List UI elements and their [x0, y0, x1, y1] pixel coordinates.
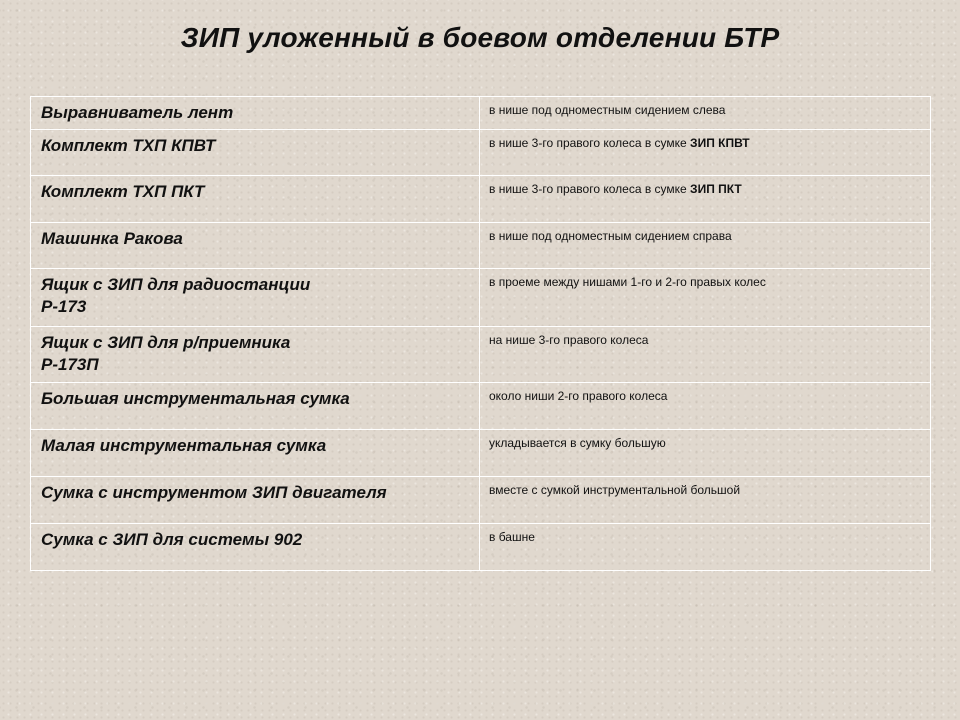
- item-location: в проеме между нишами 1-го и 2-го правых колес: [489, 275, 766, 289]
- table-row: [31, 130, 931, 176]
- item-name-cell: [31, 430, 480, 477]
- item-location-cell: [480, 223, 931, 269]
- item-name: Малая инструментальная сумка: [41, 436, 327, 455]
- item-name: Сумка с ЗИП для системы 902: [41, 530, 303, 549]
- item-name: Машинка Ракова: [41, 229, 183, 248]
- item-name: Ящик с ЗИП для радиостанции Р-173: [41, 275, 311, 316]
- item-name-cell: [31, 383, 480, 430]
- item-location: вместе с сумкой инструментальной большой: [489, 483, 741, 497]
- table-row: [31, 269, 931, 327]
- item-location: в нише 3-го правого колеса в сумке ЗИП ПКТ: [489, 182, 742, 196]
- table-row: [31, 223, 931, 269]
- table-row: [31, 176, 931, 223]
- table-row: [31, 383, 931, 430]
- item-name-cell: [31, 223, 480, 269]
- item-location-cell: [480, 383, 931, 430]
- item-location-cell: [480, 176, 931, 223]
- item-name: Выравниватель лент: [41, 103, 234, 122]
- item-location-cell: [480, 327, 931, 383]
- item-name-cell: [31, 269, 480, 327]
- item-name: Сумка с инструментом ЗИП двигателя: [41, 483, 387, 502]
- slide-title: ЗИП уложенный в боевом отделении БТР: [180, 22, 780, 53]
- item-location-cell: [480, 269, 931, 327]
- item-name-cell: [31, 176, 480, 223]
- item-name: Большая инструментальная сумка: [41, 389, 350, 408]
- item-location: в нише под одноместным сидением справа: [489, 229, 732, 243]
- item-location: в нише 3-го правого колеса в сумке ЗИП КПВТ: [489, 136, 750, 150]
- item-location: на нише 3-го правого колеса: [489, 333, 649, 347]
- item-location-cell: [480, 477, 931, 524]
- table-row: [31, 327, 931, 383]
- item-name-cell: [31, 327, 480, 383]
- item-location-cell: [480, 524, 931, 571]
- item-name-cell: [31, 477, 480, 524]
- item-name-cell: [31, 97, 480, 130]
- item-location: в нише под одноместным сидением слева: [489, 103, 726, 117]
- item-name-cell: [31, 130, 480, 176]
- zip-table: [30, 96, 931, 571]
- table-row: [31, 477, 931, 524]
- table-row: [31, 524, 931, 571]
- item-name: Комплект ТХП КПВТ: [41, 136, 216, 155]
- item-location: укладывается в сумку большую: [489, 436, 666, 450]
- item-location-cell: [480, 97, 931, 130]
- item-location: в башне: [489, 530, 535, 544]
- item-name: Ящик с ЗИП для р/приемника Р-173П: [41, 333, 291, 374]
- item-name: Комплект ТХП ПКТ: [41, 182, 205, 201]
- item-name-cell: [31, 524, 480, 571]
- item-location-cell: [480, 130, 931, 176]
- item-location: около ниши 2-го правого колеса: [489, 389, 668, 403]
- table-row: [31, 430, 931, 477]
- item-location-cell: [480, 430, 931, 477]
- table-row: [31, 97, 931, 130]
